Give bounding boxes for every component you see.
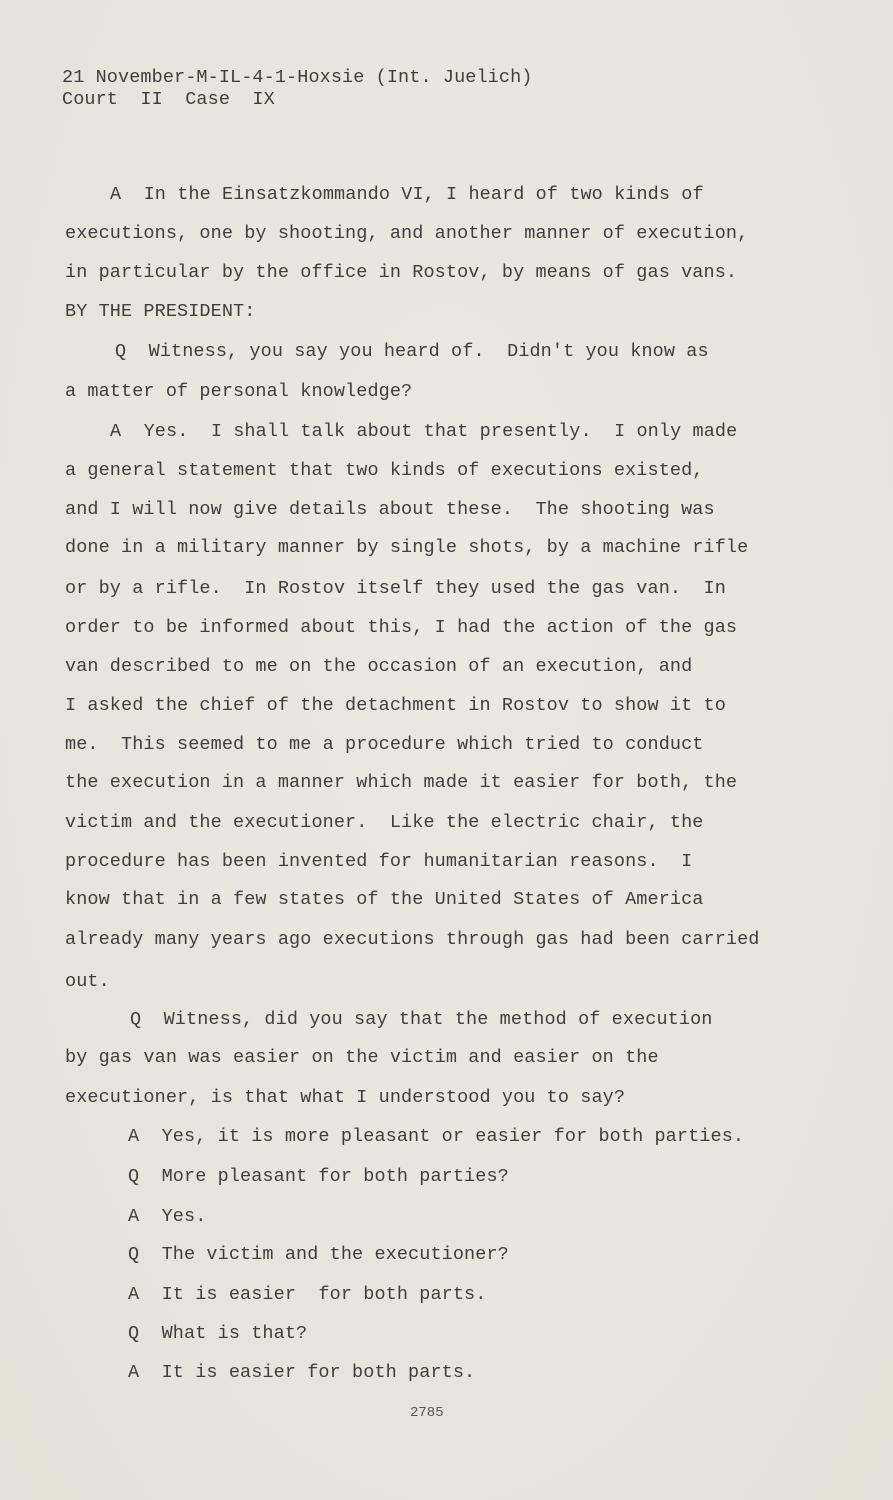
transcript-line: already many years ago executions through gas had been carried bbox=[65, 929, 760, 950]
transcript-line: Q More pleasant for both parties? bbox=[128, 1166, 509, 1187]
transcript-line: out. bbox=[65, 971, 110, 992]
transcript-line: BY THE PRESIDENT: bbox=[65, 301, 256, 322]
transcript-line: A It is easier for both parts. bbox=[128, 1284, 487, 1305]
transcript-line: executions, one by shooting, and another manner of execution, bbox=[65, 223, 749, 244]
header-line-1: 21 November-M-IL-4-1-Hoxsie (Int. Juelich) bbox=[62, 67, 533, 88]
transcript-line: victim and the executioner. Like the electric chair, the bbox=[65, 812, 704, 833]
transcript-line: done in a military manner by single shots, by a machine rifle bbox=[65, 537, 749, 558]
transcript-line: A Yes, it is more pleasant or easier for both parties. bbox=[128, 1126, 745, 1147]
transcript-line: in particular by the office in Rostov, by means of gas vans. bbox=[65, 262, 738, 283]
transcript-line: the execution in a manner which made it easier for both, the bbox=[65, 772, 738, 793]
transcript-line: or by a rifle. In Rostov itself they used the gas van. In bbox=[65, 578, 726, 599]
transcript-line: a matter of personal knowledge? bbox=[65, 381, 413, 402]
transcript-line: me. This seemed to me a procedure which tried to conduct bbox=[65, 734, 704, 755]
transcript-line: A In the Einsatzkommando VI, I heard of two kinds of bbox=[110, 184, 704, 205]
transcript-line: Q Witness, did you say that the method of execution bbox=[130, 1009, 713, 1030]
transcript-line: a general statement that two kinds of executions existed, bbox=[65, 460, 704, 481]
transcript-line: order to be informed about this, I had the action of the gas bbox=[65, 617, 738, 638]
page-number: 2785 bbox=[410, 1405, 444, 1421]
transcript-line: Q What is that? bbox=[128, 1323, 308, 1344]
transcript-line: I asked the chief of the detachment in Rostov to show it to bbox=[65, 695, 726, 716]
transcript-line: A It is easier for both parts. bbox=[128, 1362, 476, 1383]
transcript-line: executioner, is that what I understood you to say? bbox=[65, 1087, 626, 1108]
transcript-line: A Yes. bbox=[128, 1206, 207, 1227]
transcript-line: Q The victim and the executioner? bbox=[128, 1244, 509, 1265]
transcript-line: Q Witness, you say you heard of. Didn't you know as bbox=[115, 341, 709, 362]
transcript-line: know that in a few states of the United States of America bbox=[65, 889, 704, 910]
transcript-line: and I will now give details about these. The shooting was bbox=[65, 499, 715, 520]
transcript-line: procedure has been invented for humanitarian reasons. I bbox=[65, 851, 693, 872]
header-line-2: Court II Case IX bbox=[62, 89, 275, 110]
transcript-line: A Yes. I shall talk about that presently. I only made bbox=[110, 421, 738, 442]
transcript-line: by gas van was easier on the victim and easier on the bbox=[65, 1047, 659, 1068]
transcript-line: van described to me on the occasion of an execution, and bbox=[65, 656, 693, 677]
